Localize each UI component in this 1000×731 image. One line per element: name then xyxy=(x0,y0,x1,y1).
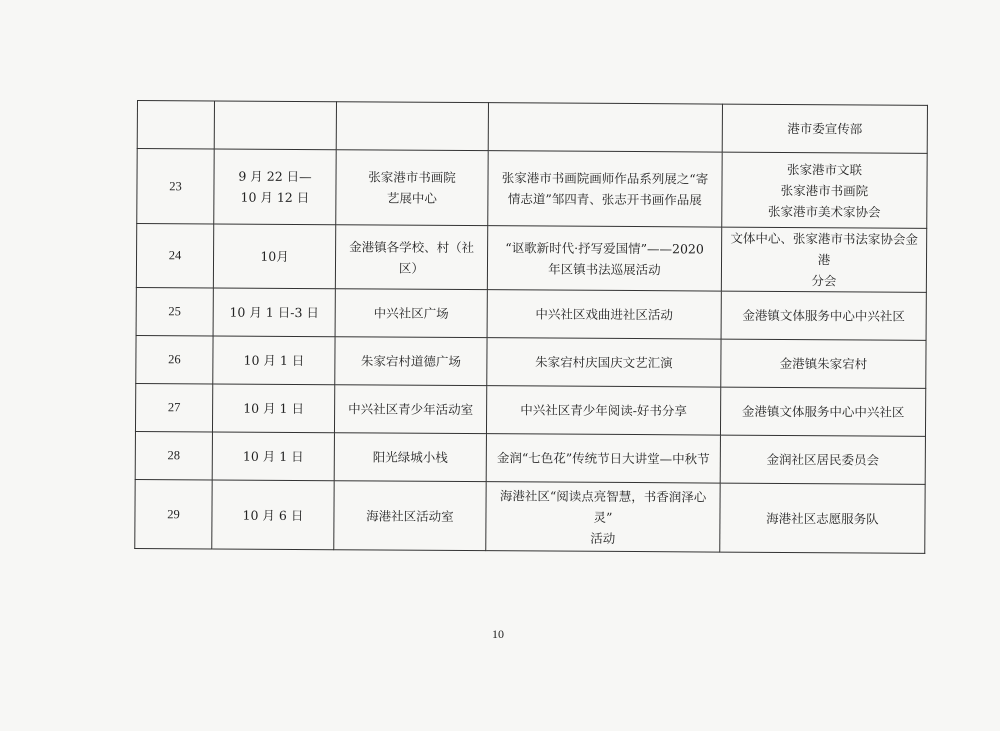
organizer-cell xyxy=(721,339,926,388)
table-row xyxy=(136,224,926,293)
cell-text-line: 10 月 6 日 xyxy=(242,507,304,523)
cell-text-line: 年区镇书法巡展活动 xyxy=(548,261,661,277)
date-cell xyxy=(212,432,334,481)
cell-text-line: 文体中心、张家港市书法家协会金港 xyxy=(730,230,918,268)
table-row xyxy=(135,431,925,484)
cell-text-line: 活动 xyxy=(590,530,616,546)
activity-cell xyxy=(487,338,721,387)
date-cell xyxy=(213,224,335,289)
activity-cell xyxy=(486,482,720,552)
activity-cell xyxy=(488,103,722,152)
cell-text-line: 张家港市书画院 xyxy=(368,169,456,185)
cell-text-line: 金港镇文体服务中心中兴社区 xyxy=(742,307,905,324)
date-cell xyxy=(212,480,334,550)
activity-cell xyxy=(487,226,721,291)
cell-text-line: 张家港市书画院 xyxy=(780,182,869,198)
cell-text-line: 中兴社区青少年阅读-好书分享 xyxy=(520,402,688,419)
cell-text-line: 金港镇各学校、村（社区） xyxy=(349,238,475,276)
table-row xyxy=(135,479,925,553)
cell-text-line: 港市委宣传部 xyxy=(787,120,863,137)
cell-text-line: 阳光绿城小栈 xyxy=(372,449,448,465)
cell-text-line: 金港镇文体服务中心中兴社区 xyxy=(741,403,905,420)
cell-text-line: 朱家宕村道德广场 xyxy=(360,353,461,369)
cell-text-line: 10 月 1 日 xyxy=(243,352,305,369)
row-number-cell: 28 xyxy=(135,431,212,479)
cell-text-line: 金港镇朱家宕村 xyxy=(779,355,868,372)
date-cell xyxy=(212,384,334,433)
cell-text-line: 中兴社区广场 xyxy=(373,305,449,321)
cell-text-line: 海港社区活动室 xyxy=(366,507,454,524)
venue-cell xyxy=(335,289,487,338)
cell-text-line: 10 月 1 日-3 日 xyxy=(229,304,319,321)
cell-text-line: 张家港市文联 xyxy=(787,161,863,177)
events-table-body xyxy=(135,101,928,554)
venue-cell xyxy=(336,102,488,151)
page-number: 10 xyxy=(492,627,504,641)
row-number-cell: 24 xyxy=(136,224,213,288)
cell-text-line: 10 月 12 日 xyxy=(240,189,310,206)
cell-text-line: “讴歌新时代·抒写爱国情”——2020 xyxy=(505,239,704,256)
row-number-cell: 26 xyxy=(136,335,213,383)
cell-text-line: 艺展中心 xyxy=(386,190,437,206)
cell-text-line: 金润社区居民委员会 xyxy=(766,451,880,468)
venue-cell xyxy=(334,385,486,434)
organizer-cell xyxy=(721,227,926,292)
cell-text-line: 中兴社区戏曲进社区活动 xyxy=(535,306,673,323)
date-cell xyxy=(213,336,335,385)
date-cell xyxy=(214,149,336,225)
cell-text-line: 10 月 1 日 xyxy=(243,400,305,417)
venue-cell xyxy=(334,433,486,482)
organizer-cell xyxy=(721,291,926,340)
table-row xyxy=(137,101,927,154)
cell-text-line: 9 月 22 日— xyxy=(238,168,312,185)
table-row xyxy=(135,383,925,436)
row-number-cell: 25 xyxy=(136,287,213,335)
activity-cell xyxy=(486,386,720,435)
date-cell xyxy=(213,288,335,337)
cell-text-line: 朱家宕村庆国庆文艺汇演 xyxy=(535,354,673,371)
organizer-cell xyxy=(722,104,927,153)
cell-text-line: 海港社区志愿服务队 xyxy=(766,510,879,527)
venue-cell xyxy=(336,150,488,226)
activity-cell xyxy=(487,290,721,339)
row-number-cell: 23 xyxy=(137,149,214,224)
organizer-cell xyxy=(720,435,925,484)
cell-text-line: 分会 xyxy=(811,273,837,289)
cell-text-line: 中兴社区青少年活动室 xyxy=(348,401,474,418)
date-cell xyxy=(214,101,336,150)
row-number-cell: 29 xyxy=(135,479,212,548)
venue-cell xyxy=(335,337,487,386)
organizer-cell xyxy=(720,387,925,436)
venue-cell xyxy=(335,225,487,290)
cell-text-line: 情志道”邹四青、张志开书画作品展 xyxy=(507,191,702,208)
venue-cell xyxy=(334,481,486,551)
cell-text-line: 10 月 1 日 xyxy=(242,448,304,465)
table-row xyxy=(137,149,927,229)
activity-cell xyxy=(488,151,722,227)
organizer-cell xyxy=(722,152,927,228)
cell-text-line: 张家港市书画院画师作品系列展之“寄 xyxy=(501,170,709,187)
row-number-cell: 27 xyxy=(135,383,212,431)
cell-text-line: 10月 xyxy=(260,248,289,264)
cell-text-line: 张家港市美术家协会 xyxy=(768,203,881,220)
cell-text-line: 海港社区“阅读点亮智慧，书香润泽心灵” xyxy=(499,487,707,525)
table-row xyxy=(136,335,926,388)
table-row xyxy=(136,287,926,340)
row-number-cell xyxy=(137,101,214,149)
activity-cell xyxy=(486,434,720,483)
events-table xyxy=(134,100,928,554)
cell-text-line: 金润“七色花”传统节日大讲堂—中秋节 xyxy=(496,450,710,467)
organizer-cell xyxy=(720,483,925,553)
